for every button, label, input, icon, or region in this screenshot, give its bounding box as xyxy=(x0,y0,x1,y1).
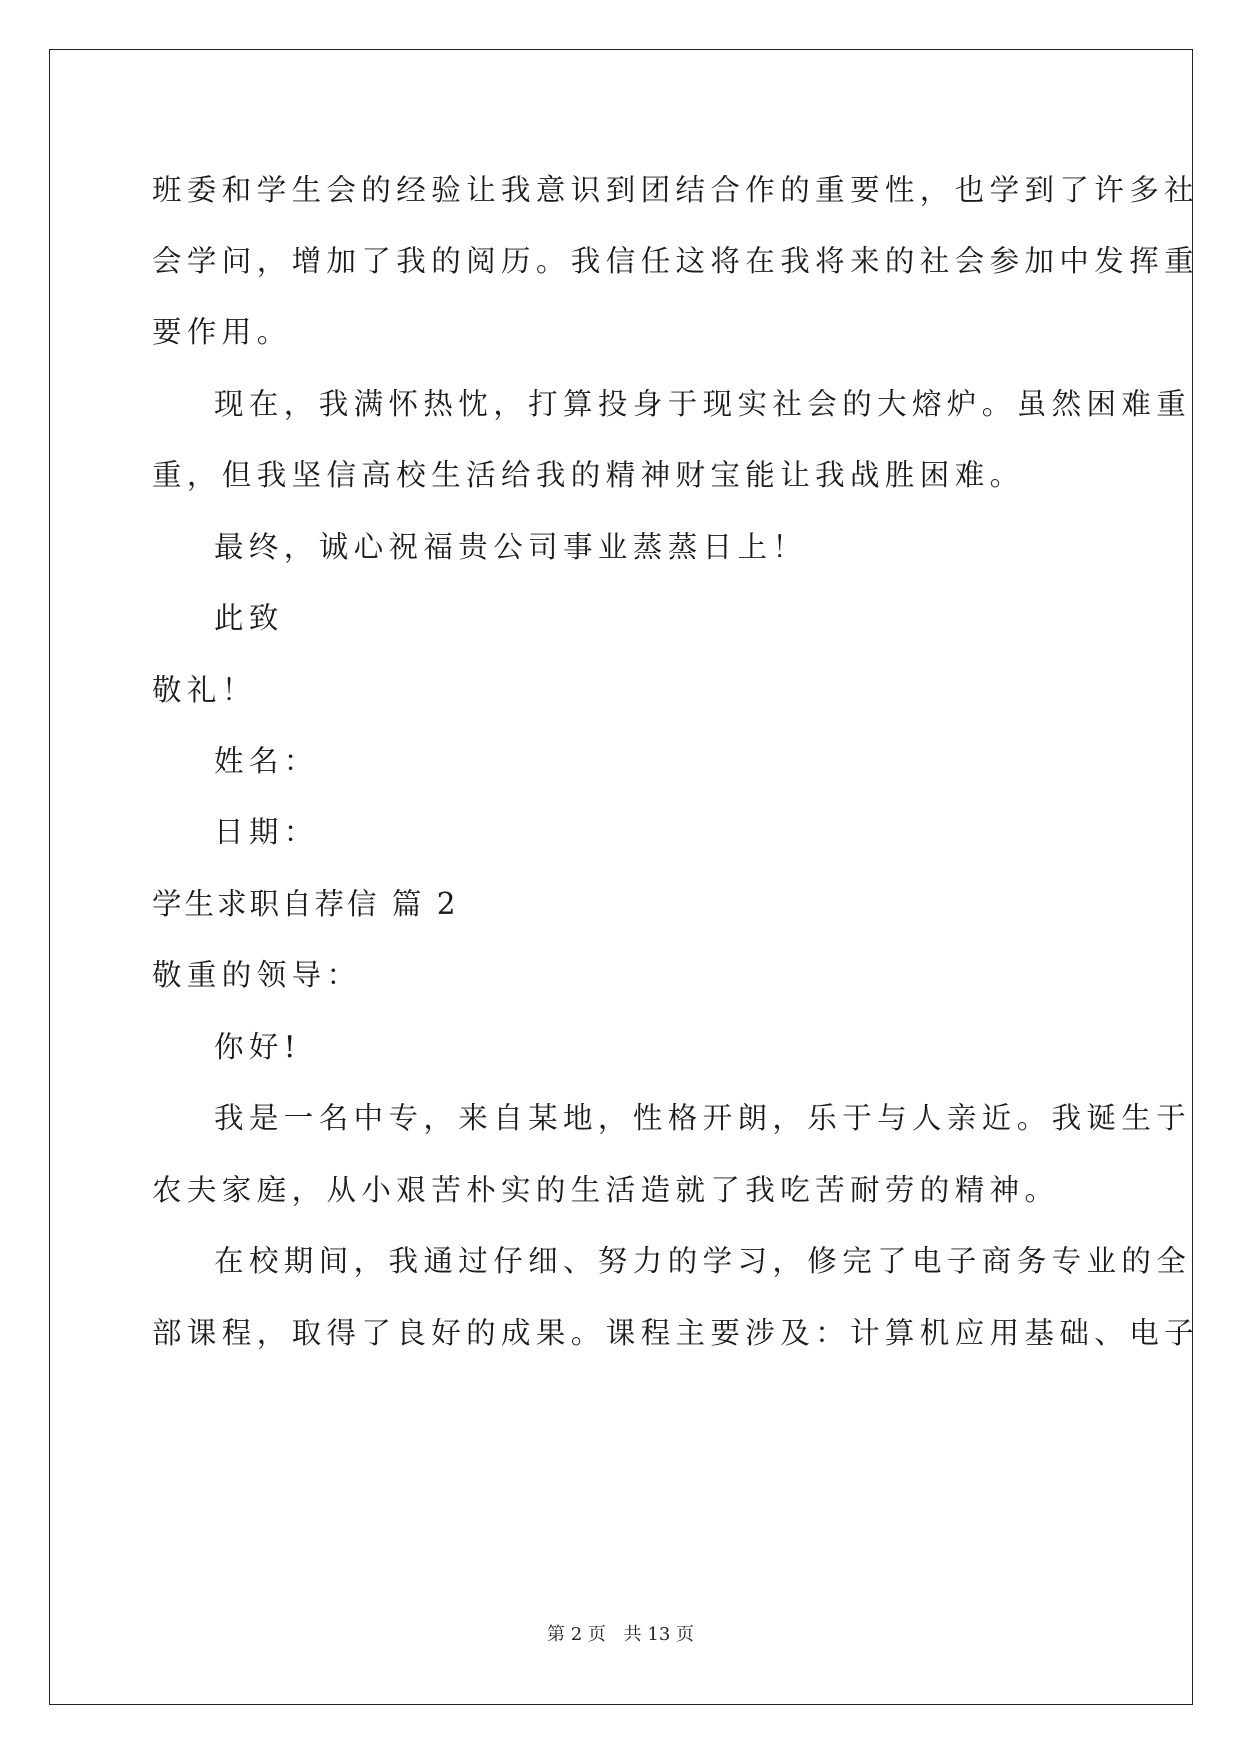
salutation: 敬重的领导： xyxy=(152,958,362,992)
closing-line: 此致 xyxy=(214,601,284,635)
body-line: 最终，诚心祝福贵公司事业蒸蒸日上！ xyxy=(214,530,808,564)
body-line: 农夫家庭，从小艰苦朴实的生活造就了我吃苦耐劳的精神。 xyxy=(152,1173,1060,1207)
body-line: 现在，我满怀热忱，打算投身于现实社会的大熔炉。虽然困难重 xyxy=(214,387,1192,421)
body-line: 在校期间，我通过仔细、努力的学习，修完了电子商务专业的全 xyxy=(214,1244,1192,1278)
body-line: 班委和学生会的经验让我意识到团结合作的重要性，也学到了许多社 xyxy=(152,173,1200,207)
body-line: 部课程，取得了良好的成果。课程主要涉及：计算机应用基础、电子 xyxy=(152,1316,1200,1350)
body-line: 要作用。 xyxy=(152,315,292,349)
page-footer xyxy=(0,1620,1241,1646)
page-border xyxy=(49,49,1193,1705)
section-heading: 学生求职自荐信 篇 2 xyxy=(152,887,459,921)
body-line: 会学问，增加了我的阅历。我信任这将在我将来的社会参加中发挥重 xyxy=(152,244,1200,278)
name-label: 姓名： xyxy=(214,744,319,778)
body-line: 我是一名中专，来自某地，性格开朗，乐于与人亲近。我诞生于 xyxy=(214,1101,1192,1135)
greeting: 你好! xyxy=(214,1030,302,1064)
closing-line: 敬礼！ xyxy=(152,673,257,707)
page-total: 共 13 页 xyxy=(623,1624,694,1645)
date-label: 日期： xyxy=(214,815,319,849)
page-number: 第 2 页 xyxy=(547,1624,606,1645)
body-line: 重，但我坚信高校生活给我的精神财宝能让我战胜困难。 xyxy=(152,458,1025,492)
